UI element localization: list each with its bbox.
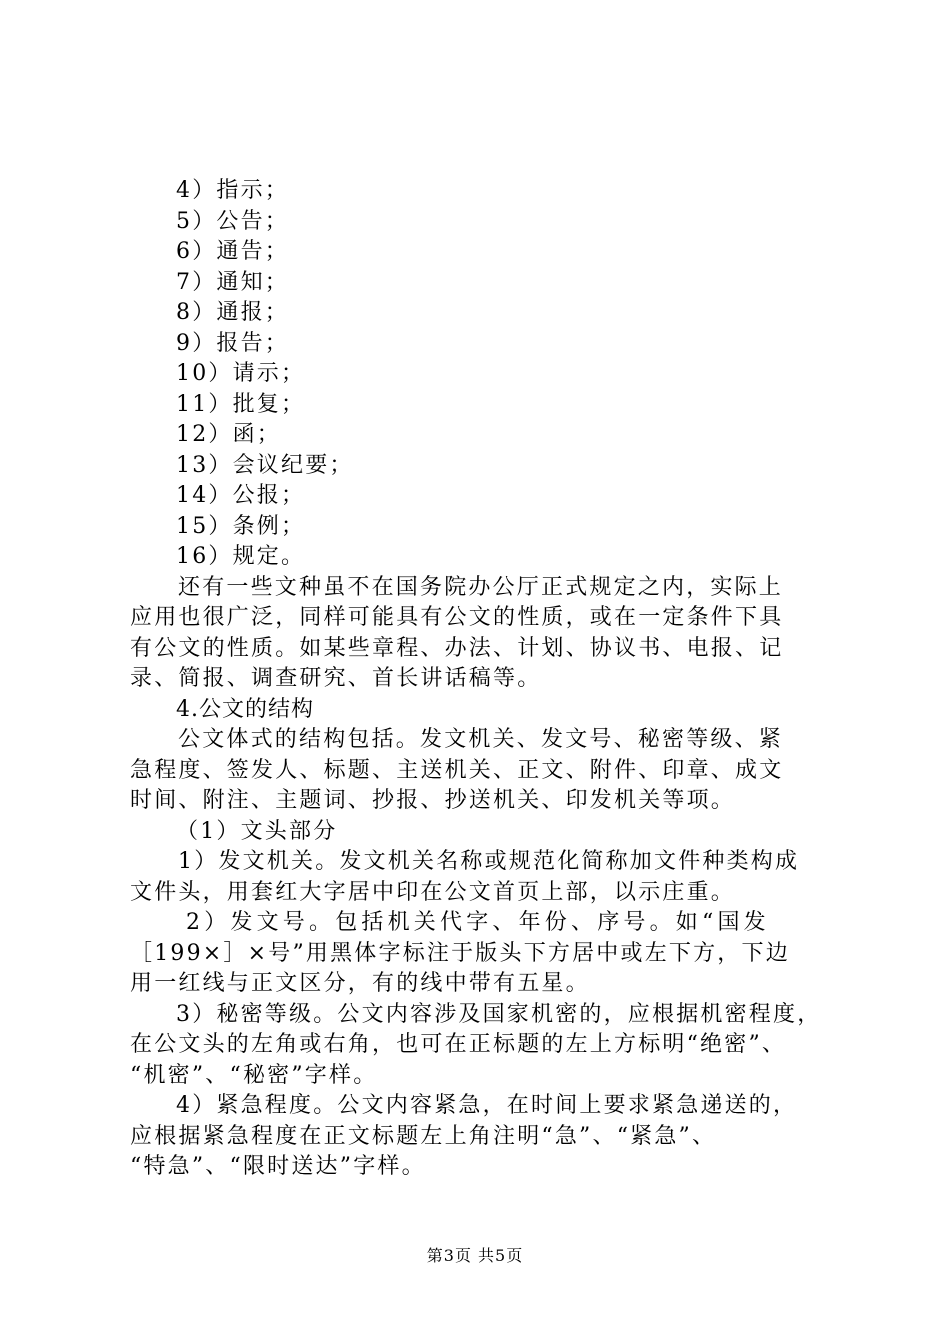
list-item: 11）批复； (176, 391, 306, 417)
paragraph-issuer (130, 847, 830, 908)
paragraph-line: “机密”、“秘密”字样。 (130, 1062, 378, 1088)
paragraph-line: 2）发文号。包括机关代字、年份、序号。如“国发 (186, 910, 770, 935)
paragraph-line: 应用也很广泛，同样可能具有公文的性质，或在一定条件下具 (130, 605, 784, 630)
list-item: 16）规定。 (176, 544, 306, 569)
paragraph-doc-number (130, 908, 830, 1000)
list-item: 9）报告； (176, 330, 289, 356)
paragraph-line: 急程度、签发人、标题、主送机关、正文、附件、印章、成文 (130, 757, 784, 783)
list-item: 10）请示； (176, 361, 306, 386)
paragraph-line: 公文体式的结构包括。发文机关、发文号、秘密等级、紧 (178, 727, 784, 752)
paragraph-line: 3）秘密等级。公文内容涉及国家机密的，应根据机密程度， (176, 1001, 822, 1027)
sub-heading: （1）文头部分 (176, 818, 338, 844)
paragraph-line: ［199×］×号”用黑体字标注于版头下方居中或左下方，下边 (130, 940, 790, 966)
list-item: 14）公报； (176, 483, 306, 508)
paragraph-structure (130, 725, 830, 817)
doc-type-list (130, 176, 830, 573)
list-item: 15）条例； (176, 513, 306, 539)
paragraph-urgency (130, 1091, 830, 1183)
document-page (130, 176, 830, 1183)
paragraph-line: 在公文头的左角或右角，也可在正标题的左上方标明“绝密”、 (130, 1032, 787, 1057)
section-heading: 4.公文的结构 (176, 696, 314, 722)
paragraph-line: 录、简报、调查研究、首长讲话稿等。 (130, 666, 542, 691)
list-item: 13）会议纪要； (176, 452, 354, 478)
paragraph-line: 1）发文机关。发文机关名称或规范化简称加文件种类构成 (178, 849, 800, 874)
paragraph-line: 时间、附注、主题词、抄报、抄送机关、印发机关等项。 (130, 788, 736, 813)
list-item: 4）指示； (176, 178, 289, 203)
paragraph-other-types (130, 573, 830, 695)
paragraph-line: 用一红线与正文区分，有的线中带有五星。 (130, 971, 590, 996)
paragraph-line: “特急”、“限时送达”字样。 (130, 1154, 426, 1179)
paragraph-line: 4）紧急程度。公文内容紧急，在时间上要求紧急递送的， (176, 1093, 798, 1118)
list-item: 6）通告； (176, 239, 289, 264)
list-item: 8）通报； (176, 300, 289, 325)
list-item: 7）通知； (176, 269, 289, 295)
paragraph-secret-level (130, 1000, 830, 1092)
page-footer: 第3页 共5页 (426, 1246, 524, 1265)
list-item: 5）公告； (176, 208, 289, 234)
paragraph-line: 有公文的性质。如某些章程、办法、计划、协议书、电报、记 (130, 635, 784, 661)
paragraph-line: 文件头，用套红大字居中印在公文首页上部，以示庄重。 (130, 879, 736, 905)
paragraph-line: 应根据紧急程度在正文标题左上角注明“急”、“紧急”、 (130, 1123, 717, 1149)
paragraph-line: 还有一些文种虽不在国务院办公厅正式规定之内，实际上 (178, 574, 784, 600)
list-item: 12）函； (176, 422, 281, 447)
